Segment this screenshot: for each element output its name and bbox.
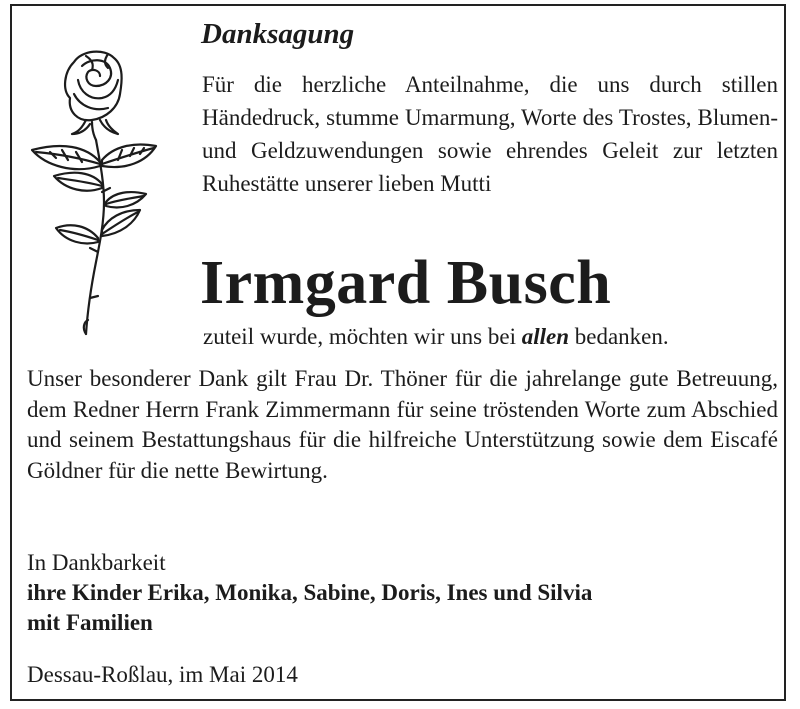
thanks-line-start: zuteil wurde, möchten wir uns bei [203, 324, 522, 349]
signatories-families: mit Familien [27, 610, 153, 635]
signatories-line: ihre Kinder Erika, Monika, Sabine, Doris, Ines und Silvia [27, 580, 593, 605]
thanks-line [203, 324, 669, 350]
thanks-line-emphasis: allen [521, 324, 570, 349]
place-date: Dessau-Roßlau, im Mai 2014 [27, 662, 298, 687]
deceased-name: Irmgard Busch [200, 249, 612, 317]
thanks-line-end: bedanken. [569, 324, 669, 349]
body-paragraph: Unser besonderer Dank gilt Frau Dr. Thöner für die jahrelange gute Betreuung, dem Redner Herrn Frank Zimmermann für seine tröstenden Worte zum Abschied und seinem Bestattungshaus für die hilfreiche Unterstützung sowie dem Eiscafé Göldner für die nette Bewirtung. [27, 366, 778, 483]
closing-block [27, 548, 592, 638]
rose-icon [22, 42, 172, 342]
notice-heading: Danksagung [201, 18, 355, 50]
closing-line: In Dankbarkeit [27, 550, 166, 575]
intro-paragraph: Für die herzliche Anteilnahme, die uns durch stillen Händedruck, stumme Umarmung, Worte des Trostes, Blumen- und Geldzuwendungen sowie ehrendes Geleit zur letzten Ruhestätte unserer lieben Mutti [202, 72, 778, 196]
